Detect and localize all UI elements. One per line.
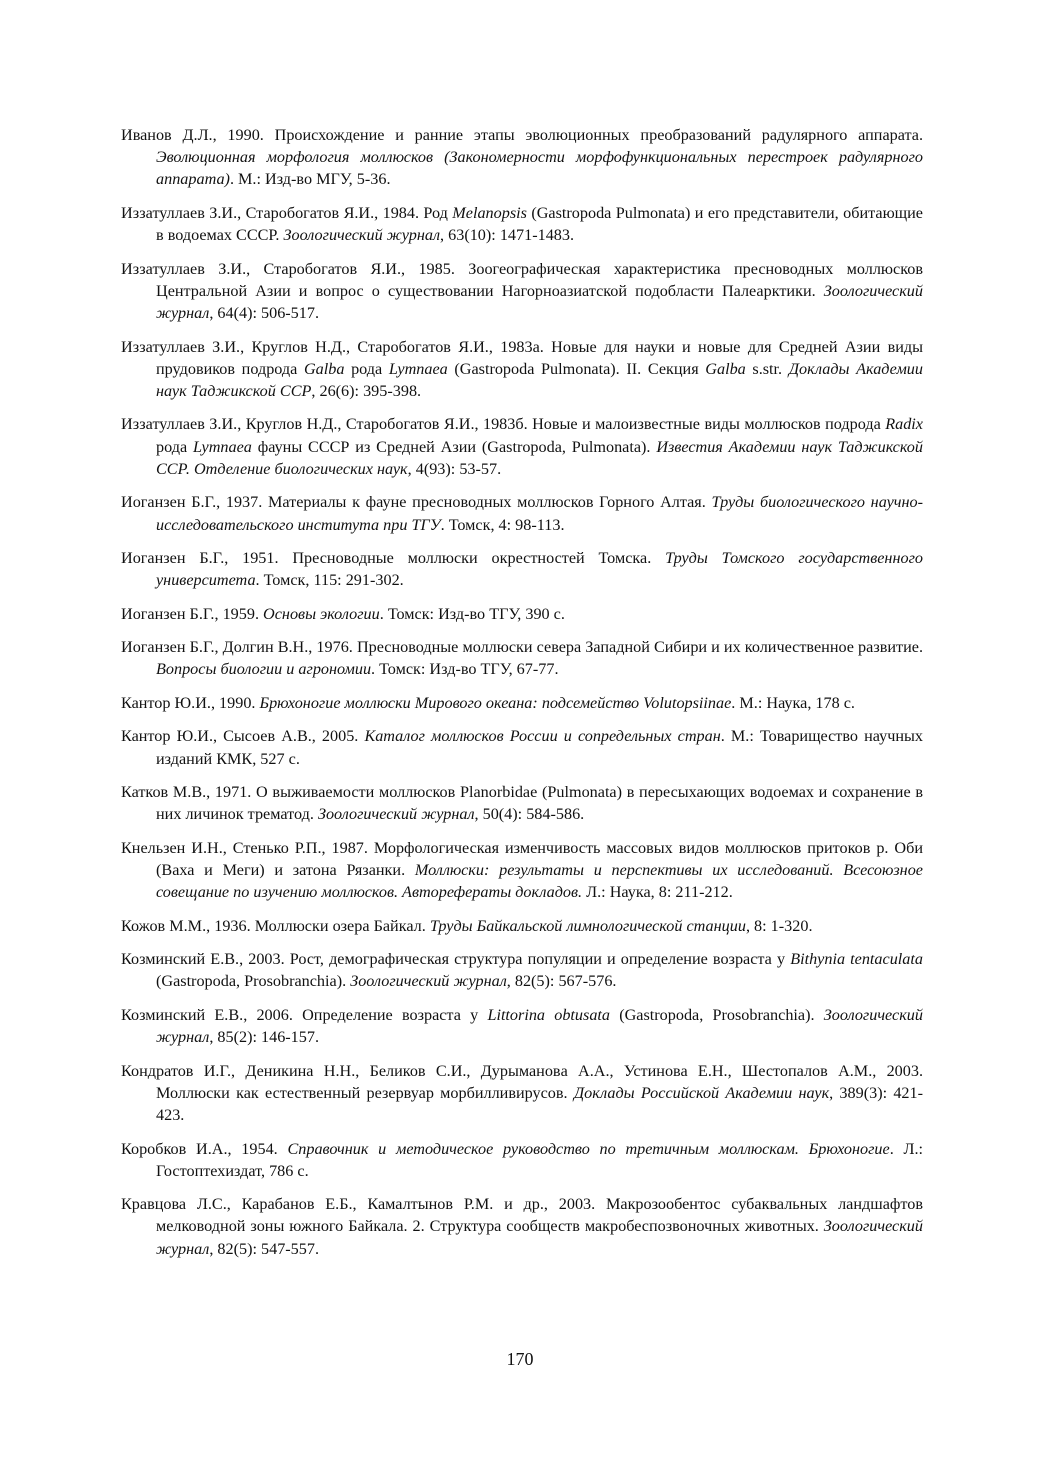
reference-text: Кнельзен И.Н., Стенько Р.П., 1987. Морфологическая изменчивость массовых видов моллюсков притоков р. Оби (Ваха и Меги) и затона Рязанки. (121, 838, 923, 880)
reference-text: фауны СССР из Средней Азии (Gastropoda, Pulmonata). (251, 437, 657, 456)
reference-text: Иззатуллаев З.И., Круглов Н.Д., Старобогатов Я.И., 1983а. Новые для науки и новые для Средней Азии виды прудовиков подрода (121, 337, 923, 378)
page-number: 170 (506, 1349, 534, 1369)
reference-entry (121, 258, 923, 325)
reference-italic-text: Вопросы биологии и агрономии (156, 660, 372, 679)
reference-entry (121, 336, 923, 403)
reference-text: Иванов Д.Л., 1990. Происхождение и ранние этапы эволюционных преобразований радулярного аппарата. (121, 126, 923, 144)
reference-italic-text: Radix (885, 415, 923, 434)
reference-text: Иззатуллаев З.И., Старобогатов Я.И., 1985. Зоогеографическая характеристика пресноводных моллюсков Центральной Азии и вопрос о существовании Нагорноазиатской подобласти Палеарктики. (121, 259, 923, 300)
reference-text: Л.: Наука, 8: 211-212. (582, 883, 733, 902)
reference-text: рода (156, 437, 193, 456)
reference-italic-text: Зоологический журнал (283, 226, 441, 245)
reference-text: (Gastropoda, Prosobranchia). (156, 972, 351, 991)
reference-text: , 26(6): 395-398. (311, 381, 422, 400)
reference-italic-text: Bithynia tentaculata (790, 950, 923, 969)
reference-entry (121, 915, 923, 937)
reference-text: Кантор Ю.И., 1990. (121, 693, 260, 712)
reference-text: Катков М.В., 1971. О выживаемости моллюсков Planorbidae (Pulmonata) в пересыхающих водоемах и сохранение в них личинок трематод. (121, 783, 923, 824)
reference-entry (121, 781, 923, 825)
reference-text: Коробков И.А., 1954. (121, 1139, 288, 1158)
reference-text: Иоганзен Б.Г., 1951. Пресноводные моллюски окрестностей Томска. (121, 549, 666, 568)
reference-entry (121, 1193, 923, 1260)
reference-text: Иззатуллаев З.И., Старобогатов Я.И., 1984. Род (121, 203, 453, 222)
reference-italic-text: Galba (303, 359, 345, 378)
reference-italic-text: Труды биологического научно-исследовательского института при ТГУ (156, 493, 924, 534)
reference-italic-text: Известия Академии наук Таджикской ССР. Отделение биологических наук (156, 437, 923, 478)
reference-italic-text: Lymnaea (193, 437, 252, 456)
reference-text: (Gastropoda, Prosobranchia). (610, 1005, 824, 1024)
reference-text: Кожов М.М., 1936. Моллюски озера Байкал. (121, 916, 430, 935)
reference-italic-text: Моллюски: результаты и перспективы их исследований. Всесоюзное совещание по изучению моллюсков. Авторефераты докладов. (156, 861, 923, 902)
reference-text: Иззатуллаев З.И., Круглов Н.Д., Старобогатов Я.И., 1983б. Новые и малоизвестные виды моллюсков подрода (121, 415, 886, 434)
reference-text: . М.: Товарищество научных изданий КМК, 527 с. (156, 727, 923, 768)
reference-text: Кондратов И.Г., Деникина Н.Н., Беликов С.И., Дурымановa А.А., Устинова Е.Н., Шестопалов А.М., 2003. Моллюски как естественный резервуар морбилливирусов. (121, 1061, 923, 1102)
reference-entry (121, 725, 923, 769)
reference-text: Козминский Е.В., 2006. Определение возраста у (121, 1005, 488, 1024)
reference-text: . М.: Изд-во МГУ, 5-36. (229, 170, 391, 189)
reference-text: , 8: 1-320. (745, 916, 813, 935)
reference-entry (121, 837, 923, 904)
reference-text: рода (344, 359, 389, 378)
reference-text: Козминский Е.В., 2003. Рост, демографическая структура популяции и определение возраста у (121, 950, 791, 969)
reference-italic-text: Зоологический журнал (317, 805, 475, 824)
reference-text: , 50(4): 584-586. (474, 805, 585, 824)
reference-text: Кравцова Л.С., Карабанов Е.Б., Камалтынов Р.М. и др., 2003. Макрозообентос субаквальных ландшафтов мелководной зоны южного Байкала. 2. Структура сообществ макробеспозвоночных животных. (121, 1195, 923, 1236)
reference-entry (121, 603, 923, 625)
reference-entry (121, 1138, 923, 1182)
reference-italic-text: Melanopsis (452, 203, 527, 222)
reference-entry (121, 413, 923, 480)
reference-text: Иоганзен Б.Г., Долгин В.Н., 1976. Пресноводные моллюски севера Западной Сибири и их количественное развитие. (121, 638, 923, 657)
reference-text: Кантор Ю.И., Сысоев А.В., 2005. (121, 727, 365, 746)
reference-entry (121, 692, 923, 714)
reference-italic-text: Справочник и методическое руководство по третичным моллюскам. Брюхоногие (287, 1139, 890, 1158)
reference-text: . Томск: Изд-во ТГУ, 390 с. (379, 604, 565, 623)
reference-italic-text: Lymnaea (388, 359, 448, 378)
reference-text: Иоганзен Б.Г., 1959. (121, 604, 264, 623)
reference-text: . Томск, 115: 291-302. (255, 571, 404, 590)
reference-italic-text: Эволюционная морфология моллюсков (Закономерности морфофункциональных перестроек радулярного аппарата) (156, 148, 923, 189)
reference-entry (121, 636, 923, 680)
reference-italic-text: Труды Томского государственного университета (156, 549, 923, 590)
reference-text: , 85(2): 146-157. (209, 1028, 320, 1047)
reference-entry (121, 948, 923, 992)
reference-italic-text: Каталог моллюсков России и сопредельных стран (364, 727, 721, 746)
reference-text: , 82(5): 547-557. (209, 1239, 320, 1258)
reference-italic-text: Зоологический журнал (156, 1217, 923, 1258)
reference-italic-text: Доклады Академии наук Таджикской ССР (156, 359, 923, 400)
reference-text: , 389(3): 421-423. (156, 1083, 924, 1125)
reference-text: . М.: Наука, 178 с. (731, 693, 855, 712)
reference-text: (Gastropoda Pulmonata). II. Секция (447, 359, 706, 378)
reference-text: , 63(10): 1471-1483. (440, 226, 575, 245)
reference-italic-text: Littorina obtusata (487, 1005, 610, 1024)
reference-italic-text: Труды Байкальской лимнологической станции (429, 916, 746, 935)
reference-italic-text: Доклады Российской Академии наук (573, 1083, 830, 1102)
reference-italic-text: Galba (705, 359, 746, 378)
reference-text: . Томск: Изд-во ТГУ, 67-77. (371, 660, 559, 679)
reference-text: (Gastropoda Pulmonata) и его представители, обитающие в водоемах СССР. (156, 203, 923, 245)
reference-text: , 82(5): 567-576. (506, 972, 617, 991)
reference-italic-text: Основы экологии (263, 604, 380, 623)
reference-italic-text: Зоологический журнал (156, 1005, 923, 1047)
reference-text: , 4(93): 53-57. (407, 459, 502, 478)
reference-entry (121, 124, 923, 191)
reference-text: . Томск, 4: 98-113. (440, 515, 565, 534)
reference-text: Иоганзен Б.Г., 1937. Материалы к фауне пресноводных моллюсков Горного Алтая. (121, 493, 712, 512)
reference-italic-text: Зоологический журнал (156, 281, 923, 323)
reference-entry (121, 202, 923, 246)
reference-list (121, 124, 923, 1271)
reference-italic-text: Брюхоногие моллюски Мирового океана: подсемейство Volutopsiinae (259, 693, 732, 712)
reference-entry (121, 491, 923, 535)
reference-text: , 64(4): 506-517. (209, 304, 320, 323)
reference-entry (121, 1060, 923, 1127)
reference-entry (121, 547, 923, 591)
reference-italic-text: Зоологический журнал (350, 972, 507, 991)
reference-text: s.str. (745, 359, 789, 378)
reference-entry (121, 1004, 923, 1048)
reference-text: . Л.: Гостоптехиздат, 786 с. (156, 1139, 923, 1180)
